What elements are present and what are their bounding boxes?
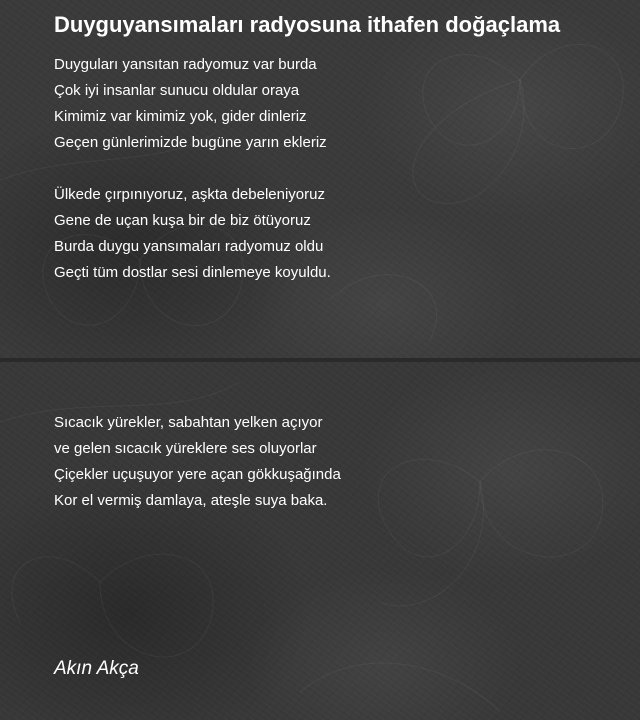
poem-line: Çok iyi insanlar sunucu oldular oraya [54,82,300,99]
poem-line: Duyguları yansıtan radyomuz var burda [54,56,317,73]
poem-stanza-1 [54,52,327,156]
poem-card-top [0,0,640,358]
poem-line: ve gelen sıcacık yüreklere ses oluyorlar [54,440,317,457]
poem-line: Geçti tüm dostlar sesi dinlemeye koyuldu. [54,264,331,281]
poem-line: Burda duygu yansımaları radyomuz oldu [54,238,324,255]
poem-line: Çiçekler uçuşuyor yere açan gökkuşağında [54,466,341,483]
poem-stanza-2 [54,182,331,286]
poem-author: Akın Akça [54,658,139,679]
poem-line: Geçen günlerimizde bugüne yarın ekleriz [54,134,327,151]
poem-line: Gene de uçan kuşa bir de biz ötüyoruz [54,212,311,229]
poem-line: Sıcacık yürekler, sabahtan yelken açıyor [54,414,323,431]
poem-line: Kor el vermiş damlaya, ateşle suya baka. [54,492,328,509]
poem-card-bottom [0,362,640,720]
poem-line: Ülkede çırpınıyoruz, aşkta debeleniyoruz [54,186,325,203]
poem-stanza-3 [54,410,341,514]
poem-line: Kimimiz var kimimiz yok, gider dinleriz [54,108,307,125]
poem-title: Duyguyansımaları radyosuna ithafen doğaçlama [54,12,561,37]
